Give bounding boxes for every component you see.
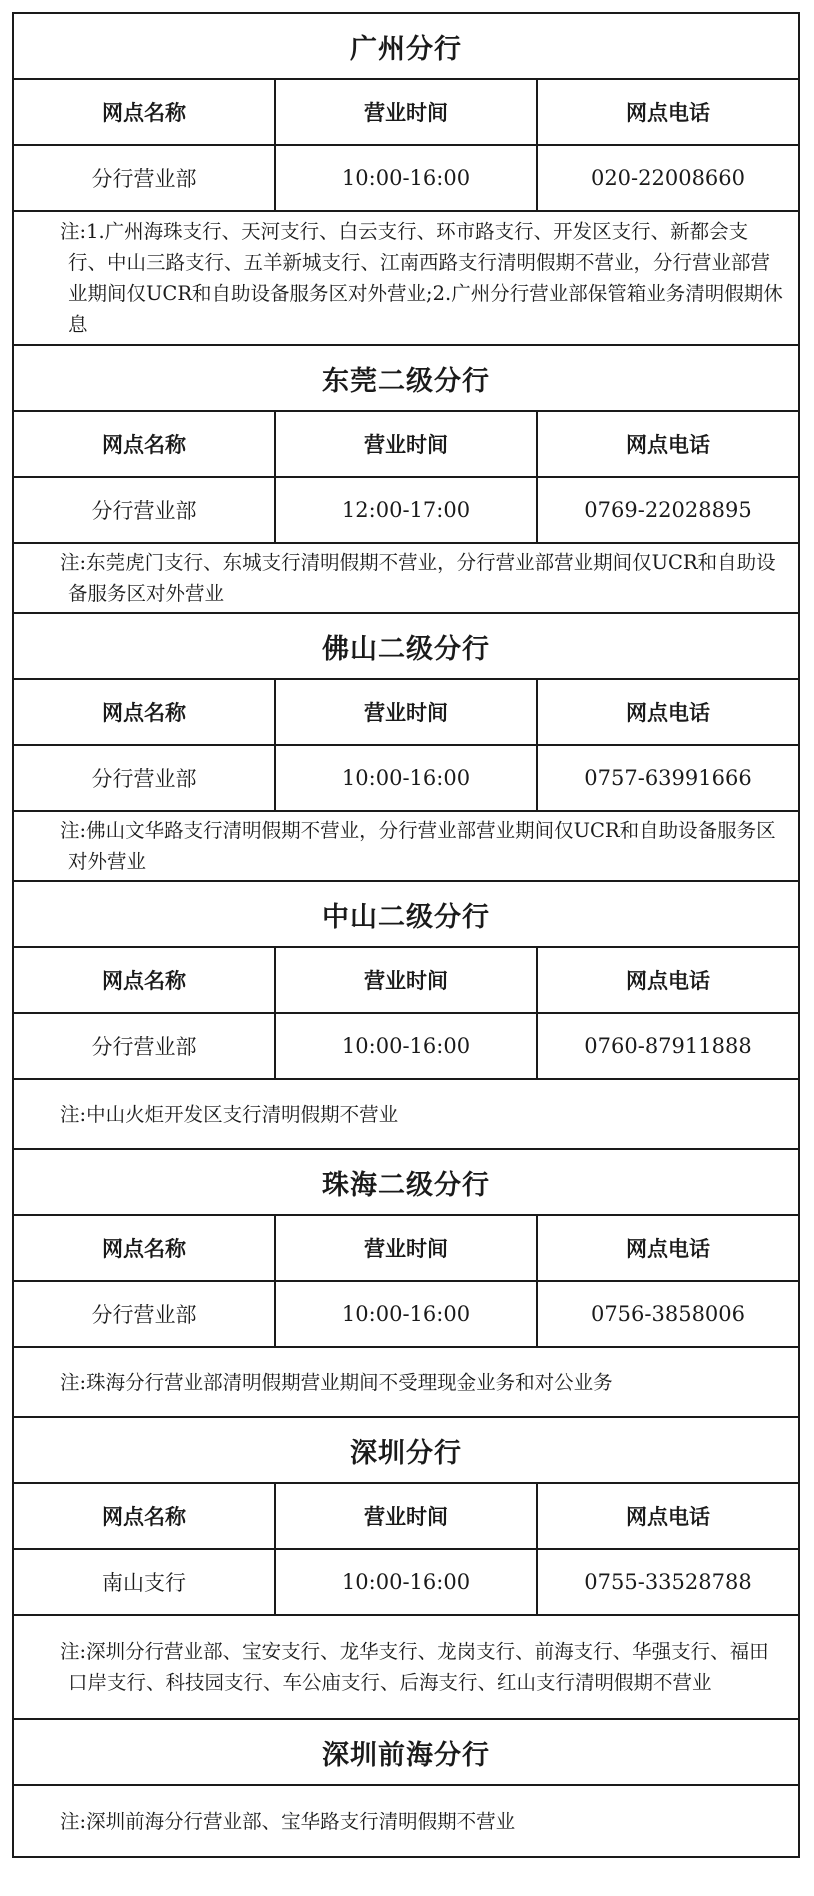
outlet-phone: 0769-22028895: [584, 498, 752, 522]
column-header-phone: 网点电话: [626, 101, 710, 125]
column-header-phone: 网点电话: [626, 969, 710, 993]
column-header-name: 网点名称: [14, 412, 276, 476]
branch-title: 广州分行: [14, 14, 798, 80]
branch-section: [14, 882, 798, 1150]
branch-note: [14, 1348, 798, 1418]
business-hours: 12:00-17:00: [276, 478, 538, 542]
column-header-name: 网点名称: [14, 1484, 276, 1548]
branch-title: 珠海二级分行: [14, 1150, 798, 1216]
branch-title: 佛山二级分行: [14, 614, 798, 680]
table-header-row: [14, 1216, 798, 1282]
table-row: [14, 478, 798, 544]
branch-note-text: 注:中山火炬开发区支行清明假期不营业: [60, 1102, 399, 1126]
outlet-phone: 0757-63991666: [584, 766, 752, 790]
branch-note: [14, 1080, 798, 1150]
outlet-phone: 0755-33528788: [584, 1570, 752, 1594]
table-header-row: [14, 680, 798, 746]
business-hours: 10:00-16:00: [276, 1014, 538, 1078]
outlet-name: 分行营业部: [14, 1282, 276, 1346]
column-header-hours: 营业时间: [276, 1216, 538, 1280]
table-row: [14, 1014, 798, 1080]
branch-note-text: 注:珠海分行营业部清明假期营业期间不受理现金业务和对公业务: [60, 1370, 613, 1394]
branch-title: 深圳前海分行: [14, 1720, 798, 1786]
column-header-phone: 网点电话: [626, 701, 710, 725]
table-header-row: [14, 412, 798, 478]
branch-section: [14, 1150, 798, 1418]
business-hours: 10:00-16:00: [276, 1550, 538, 1614]
branch-section: [14, 14, 798, 346]
outlet-phone: 0760-87911888: [584, 1034, 752, 1058]
branch-note: [14, 212, 798, 346]
column-header-name: 网点名称: [14, 1216, 276, 1280]
outlet-name: 分行营业部: [14, 746, 276, 810]
branch-note-text: 注:深圳分行营业部、宝安支行、龙华支行、龙岗支行、前海支行、华强支行、福田口岸支行、科技园支行、车公庙支行、后海支行、红山支行清明假期不营业: [60, 1640, 769, 1694]
column-header-phone: 网点电话: [626, 433, 710, 457]
branch-section: [14, 1418, 798, 1720]
table-header-row: [14, 948, 798, 1014]
branch-section: [14, 614, 798, 882]
branch-title: 中山二级分行: [14, 882, 798, 948]
branch-title: 深圳分行: [14, 1418, 798, 1484]
outlet-name: 分行营业部: [14, 146, 276, 210]
column-header-hours: 营业时间: [276, 1484, 538, 1548]
branch-title: 东莞二级分行: [14, 346, 798, 412]
outlet-name: 分行营业部: [14, 478, 276, 542]
branch-note-text: 注:东莞虎门支行、东城支行清明假期不营业，分行营业部营业期间仅UCR和自助设备服务区对外营业: [60, 551, 776, 605]
outlet-name: 南山支行: [14, 1550, 276, 1614]
table-header-row: [14, 80, 798, 146]
branch-note-text: 注:深圳前海分行营业部、宝华路支行清明假期不营业: [60, 1809, 516, 1833]
branch-section: [14, 346, 798, 614]
table-row: [14, 1550, 798, 1616]
business-hours: 10:00-16:00: [276, 1282, 538, 1346]
column-header-phone: 网点电话: [626, 1237, 710, 1261]
branch-note: [14, 544, 798, 614]
column-header-name: 网点名称: [14, 80, 276, 144]
business-hours: 10:00-16:00: [276, 746, 538, 810]
column-header-hours: 营业时间: [276, 80, 538, 144]
business-hours: 10:00-16:00: [276, 146, 538, 210]
branch-hours-table: [12, 12, 800, 1858]
column-header-hours: 营业时间: [276, 412, 538, 476]
column-header-phone: 网点电话: [626, 1505, 710, 1529]
column-header-name: 网点名称: [14, 948, 276, 1012]
column-header-hours: 营业时间: [276, 680, 538, 744]
outlet-phone: 020-22008660: [590, 166, 746, 190]
table-row: [14, 1282, 798, 1348]
branch-note-text: 注:佛山文华路支行清明假期不营业，分行营业部营业期间仅UCR和自助设备服务区对外营业: [60, 819, 776, 873]
branch-note-text: 注:1.广州海珠支行、天河支行、白云支行、环市路支行、开发区支行、新都会支行、中山三路支行、五羊新城支行、江南西路支行清明假期不营业，分行营业部营业期间仅UCR和自助设备服务区对外营业;2.广州分行营业部保管箱业务清明假期休息: [60, 220, 783, 336]
table-header-row: [14, 1484, 798, 1550]
table-row: [14, 146, 798, 212]
branch-note: [14, 812, 798, 882]
column-header-name: 网点名称: [14, 680, 276, 744]
branch-note: [14, 1786, 798, 1856]
outlet-phone: 0756-3858006: [590, 1302, 746, 1326]
branch-note: [14, 1616, 798, 1720]
branch-section: [14, 1720, 798, 1856]
column-header-hours: 营业时间: [276, 948, 538, 1012]
table-row: [14, 746, 798, 812]
outlet-name: 分行营业部: [14, 1014, 276, 1078]
